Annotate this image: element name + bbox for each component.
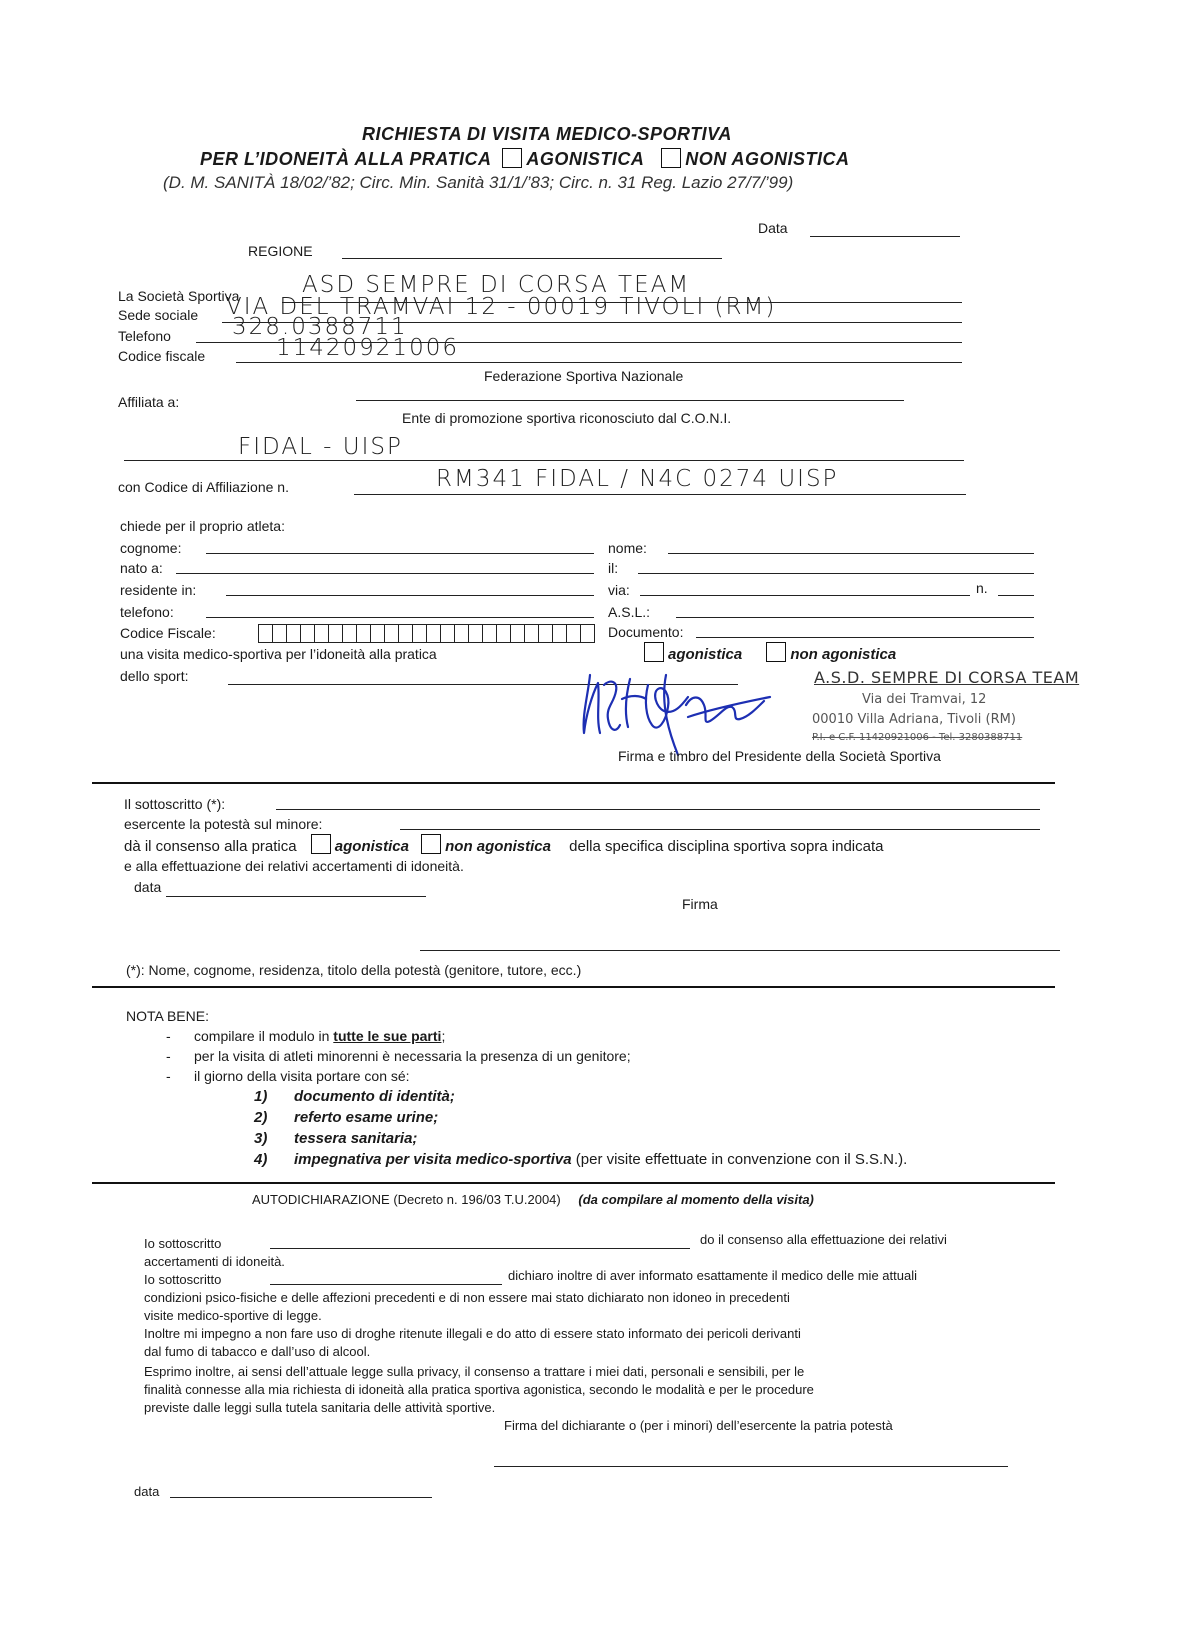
auto-line1-field[interactable] [270, 1248, 690, 1249]
auto-line2c: visite medico-sportive di legge. [144, 1308, 322, 1323]
guardian-data-label: data [134, 879, 162, 895]
auto-line2-suffix: dichiaro inoltre di aver informato esattamente il medico delle mie attuali [508, 1268, 917, 1283]
agonistica-option: AGONISTICA [526, 149, 644, 169]
date-line[interactable] [810, 236, 960, 237]
nota-item-1 [254, 1088, 455, 1105]
societa-value: ASD SEMPRE DI CORSA TEAM [302, 272, 691, 298]
sottoscritto-line[interactable] [276, 809, 1040, 810]
ente-line [124, 460, 964, 461]
subtitle-prefix: PER L’IDONEITÀ ALLA PRATICA [200, 149, 491, 169]
nota-bullet-2-text: per la visita di atleti minorenni è necessaria la presenza di un genitore; [194, 1048, 631, 1064]
numero-line[interactable] [998, 595, 1034, 596]
documento-line[interactable] [696, 637, 1034, 638]
nota-item-4 [254, 1151, 907, 1168]
autodichiarazione-heading [252, 1192, 814, 1207]
telefono-label: Telefono [118, 328, 171, 344]
auto-line1-suffix: do il consenso alla effettuazione dei relativi [700, 1232, 947, 1247]
non-agonistica-option: NON AGONISTICA [685, 149, 850, 169]
nota-bullet-1-suffix: ; [441, 1028, 446, 1044]
consenso-row [124, 834, 884, 855]
guardian-note: (*): Nome, cognome, residenza, titolo della potestà (genitore, tutore, ecc.) [126, 962, 582, 978]
auto-line4c: previste dalle leggi sulla tutela sanitaria delle attività sportive. [144, 1400, 496, 1415]
visita-label: una visita medico-sportiva per l’idoneità alla pratica [120, 646, 437, 662]
nota-bullet-2: - per la visita di atleti minorenni è necessaria la presenza di un genitore; [166, 1048, 631, 1064]
asl-label: A.S.L.: [608, 604, 651, 620]
nota-item-3 [254, 1130, 417, 1147]
nato-line[interactable] [176, 573, 594, 574]
auto-data-label: data [134, 1484, 160, 1499]
auto-line2b: condizioni psico-fisiche e delle affezioni precedenti e di non essere mai stato dichiarato non idoneo in precedenti [144, 1290, 790, 1305]
consenso-agonistica-checkbox[interactable] [311, 834, 331, 854]
nota-item-4-num: 4) [254, 1151, 268, 1168]
esercente-label: esercente la potestà sul minore: [124, 816, 323, 832]
date-label: Data [758, 220, 788, 236]
non-agonistica-checkbox[interactable] [661, 148, 681, 168]
codice-affiliazione-line [354, 494, 966, 495]
nota-item-2-text: referto esame urine; [294, 1109, 439, 1126]
stamp-fiscal: P.I. e C.F. 11420921006 - Tel. 3280388711 [812, 732, 1023, 743]
nota-bullet-1: - compilare il modulo in tutte le sue parti; [166, 1028, 446, 1044]
telefono-atleta-label: telefono: [120, 604, 174, 620]
auto-line3a: Inoltre mi impegno a non fare uso di droghe ritenute illegali e do atto di essere stato informato dei pericoli derivanti [144, 1326, 801, 1341]
form-subtitle [200, 148, 850, 170]
sport-label: dello sport: [120, 668, 189, 684]
nota-item-3-text: tessera sanitaria; [294, 1130, 418, 1147]
regione-line[interactable] [342, 258, 722, 259]
nota-item-4-text: impegnativa per visita medico-sportiva [294, 1151, 572, 1168]
cf-atleta-boxes[interactable] [258, 624, 595, 644]
nome-label: nome: [608, 540, 647, 556]
nota-bullet-1-emph: tutte le sue parti [333, 1028, 442, 1044]
regione-label: REGIONE [248, 243, 313, 259]
consenso-suffix: della specifica disciplina sportiva sopra indicata [569, 838, 884, 855]
section-divider-1 [92, 782, 1055, 784]
federazione-label: Federazione Sportiva Nazionale [484, 368, 684, 384]
il-line[interactable] [638, 573, 1034, 574]
auto-line2-field[interactable] [270, 1284, 502, 1285]
nota-bullet-3-text: il giorno della visita portare con sé: [194, 1068, 410, 1084]
consenso-non-agonistica-label: non agonistica [445, 838, 551, 855]
ente-label: Ente di promozione sportiva riconosciuto dal C.O.N.I. [402, 410, 732, 426]
cf-line [236, 362, 962, 363]
autodichiarazione-note: (da compilare al momento della visita) [578, 1192, 814, 1207]
asl-line[interactable] [676, 617, 1034, 618]
stamp-address-2: 00010 Villa Adriana, Tivoli (RM) [812, 712, 1016, 727]
cf-value: 11420921006 [276, 335, 459, 361]
auto-line4a: Esprimo inoltre, ai sensi dell’attuale legge sulla privacy, il consenso a trattare i miei dati, personali e sensibili, per le [144, 1364, 805, 1379]
sede-label: Sede sociale [118, 307, 199, 323]
stamp-address-1: Via dei Tramvai, 12 [862, 692, 987, 707]
codice-affiliazione-value: RM341 FIDAL / N4C 0274 UISP [436, 466, 839, 492]
athlete-intro: chiede per il proprio atleta: [120, 518, 285, 534]
auto-line1b: accertamenti di idoneità. [144, 1254, 285, 1269]
nome-line[interactable] [668, 553, 1034, 554]
consenso-agonistica-label: agonistica [334, 838, 409, 855]
telefono-value: 328.0388711 [232, 314, 408, 340]
nota-item-1-num: 1) [254, 1088, 268, 1105]
nota-bullet-1-prefix: compilare il modulo in [194, 1028, 334, 1044]
cognome-line[interactable] [206, 553, 594, 554]
sede-value: VIA DEL TRAMVAI 12 - 00019 TIVOLI (RM) [226, 294, 777, 320]
ente-value: FIDAL - UISP [238, 434, 403, 460]
nota-item-2 [254, 1109, 438, 1126]
il-label: il: [608, 560, 619, 576]
guardian-data-line[interactable] [166, 896, 426, 897]
visita-non-agonistica-label: non agonistica [790, 646, 897, 663]
residente-label: residente in: [120, 582, 197, 598]
auto-firma-line[interactable] [494, 1466, 1008, 1467]
via-label: via: [608, 582, 630, 598]
nato-label: nato a: [120, 560, 163, 576]
affiliata-label: Affiliata a: [118, 394, 180, 410]
consenso-prefix: dà il consenso alla pratica [124, 838, 297, 855]
autodichiarazione-title: AUTODICHIARAZIONE (Decreto n. 196/03 T.U.2004) [252, 1192, 561, 1207]
esercente-line[interactable] [400, 829, 1040, 830]
auto-line2-prefix: Io sottoscritto [144, 1272, 222, 1287]
nota-item-3-num: 3) [254, 1130, 268, 1147]
legal-references: (D. M. SANITÀ 18/02/’82; Circ. Min. Sanità 31/1/’83; Circ. n. 31 Reg. Lazio 27/7/’99) [163, 173, 794, 192]
numero-label: n. [976, 580, 988, 596]
auto-line1-prefix: Io sottoscritto [144, 1236, 222, 1251]
nota-item-4-extra: (per visite effettuate in convenzione con il S.S.N.). [571, 1151, 908, 1168]
telefono-atleta-line[interactable] [206, 617, 594, 618]
via-line[interactable] [640, 595, 970, 596]
federazione-line [356, 400, 904, 401]
auto-line4b: finalità connesse alla mia richiesta di idoneità alla pratica sportiva agonistica, secondo le modalità e per le procedure [144, 1382, 814, 1397]
guardian-firma-label: Firma [682, 896, 718, 912]
cognome-label: cognome: [120, 540, 182, 556]
auto-line3b: dal fumo di tabacco e dall’uso di alcool. [144, 1344, 371, 1359]
auto-data-line[interactable] [170, 1497, 432, 1498]
visita-agonistica-label: agonistica [668, 646, 743, 663]
codice-affiliazione-label: con Codice di Affiliazione n. [118, 479, 289, 495]
agonistica-checkbox[interactable] [502, 148, 522, 168]
nota-item-1-text: documento di identità; [294, 1088, 455, 1105]
sottoscritto-label: Il sottoscritto (*): [124, 796, 226, 812]
residente-line[interactable] [226, 595, 594, 596]
consenso-non-agonistica-checkbox[interactable] [421, 834, 441, 854]
nota-item-2-num: 2) [254, 1109, 268, 1126]
effettuazione-label: e alla effettuazione dei relativi accertamenti di idoneità. [124, 858, 464, 874]
form-title: RICHIESTA DI VISITA MEDICO-SPORTIVA [362, 124, 732, 144]
nota-bullet-3: - il giorno della visita portare con sé: [166, 1068, 410, 1084]
cf-label: Codice fiscale [118, 348, 206, 364]
documento-label: Documento: [608, 624, 684, 640]
president-signature-label: Firma e timbro del Presidente della Società Sportiva [618, 748, 941, 764]
nota-bene-title: NOTA BENE: [126, 1008, 209, 1024]
auto-firma-label: Firma del dichiarante o (per i minori) dell’esercente la patria potestà [504, 1418, 893, 1433]
stamp-name: A.S.D. SEMPRE DI CORSA TEAM [814, 668, 1080, 687]
cf-atleta-label: Codice Fiscale: [120, 625, 216, 641]
section-divider-2 [92, 986, 1055, 988]
societa-label: La Società Sportiva [118, 288, 240, 304]
guardian-firma-line[interactable] [420, 950, 1060, 951]
section-divider-3 [92, 1182, 1055, 1184]
